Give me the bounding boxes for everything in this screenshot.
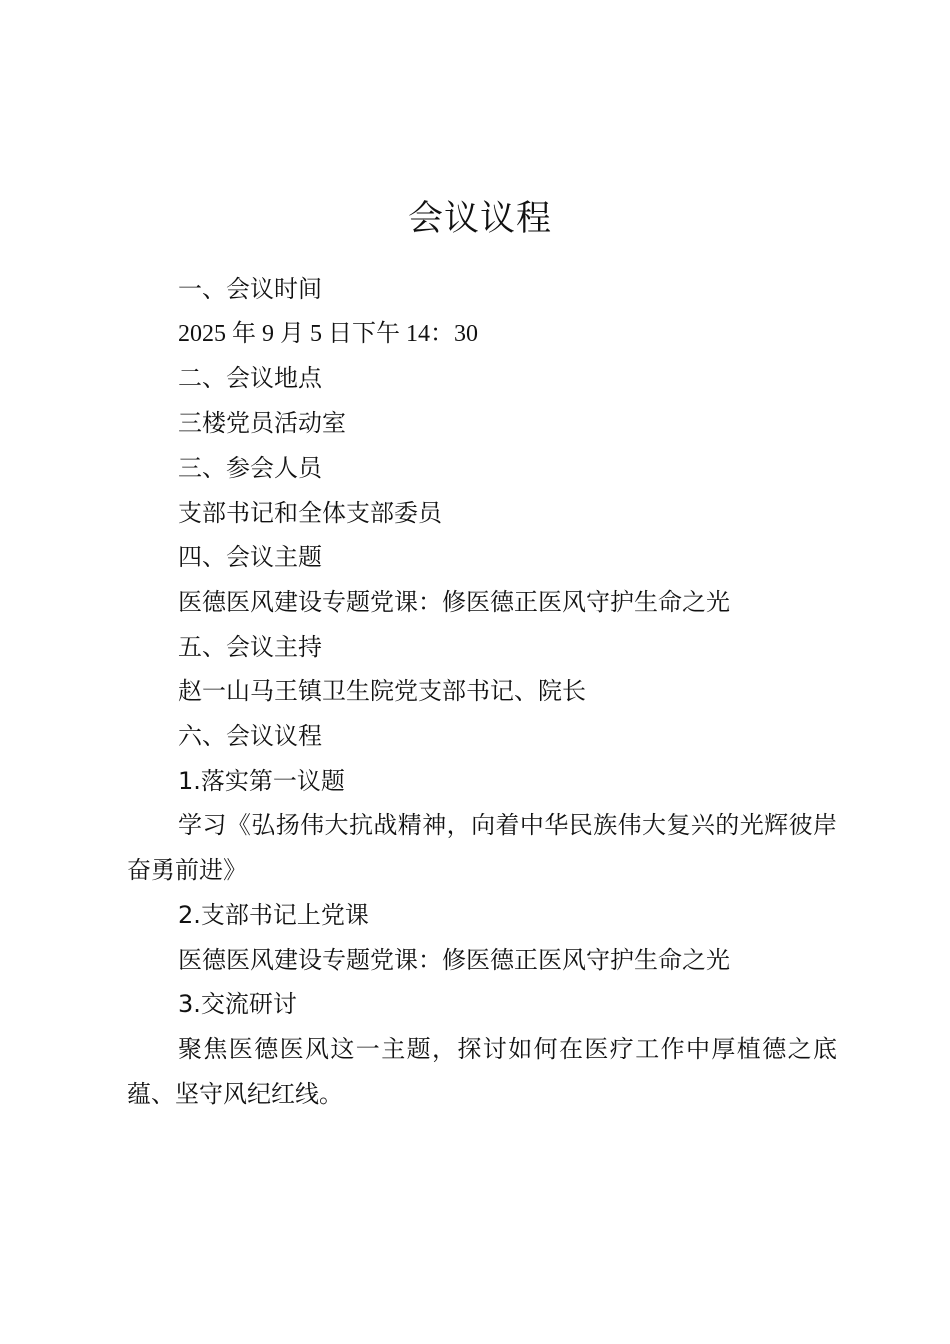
theme-heading: 四、会议主题: [178, 543, 322, 572]
host-heading: 五、会议主持: [178, 632, 322, 661]
agenda-heading: 六、会议议程: [178, 722, 322, 751]
attendees-value: 支部书记和全体支部委员: [178, 498, 442, 527]
agenda-content: [127, 267, 837, 1116]
agenda-item-1-title: 1.落实第一议题: [178, 766, 345, 795]
theme-value: 医德医风建设专题党课：修医德正医风守护生命之光: [178, 587, 730, 616]
agenda-item-2-text: 医德医风建设专题党课：修医德正医风守护生命之光: [178, 945, 730, 974]
agenda-item-1-text: 学习《弘扬伟大抗战精神，向着中华民族伟大复兴的光辉彼岸奋勇前进》: [127, 811, 837, 885]
agenda-item-3-title: 3.交流研讨: [178, 990, 297, 1019]
attendees-heading: 三、参会人员: [178, 453, 322, 482]
place-value: 三楼党员活动室: [178, 409, 346, 438]
time-heading: 一、会议时间: [178, 275, 322, 303]
agenda-item-3-text: 聚焦医德医风这一主题，探讨如何在医疗工作中厚植德之底蕴、坚守风纪红线。: [127, 1034, 837, 1108]
time-value: 2025 年 9 月 5 日下午 14：30: [178, 320, 478, 347]
document-title: 会议议程: [407, 199, 552, 240]
host-value: 赵一山马王镇卫生院党支部书记、院长: [178, 677, 586, 706]
place-heading: 二、会议地点: [178, 364, 322, 393]
agenda-item-2-title: 2.支部书记上党课: [178, 900, 369, 929]
